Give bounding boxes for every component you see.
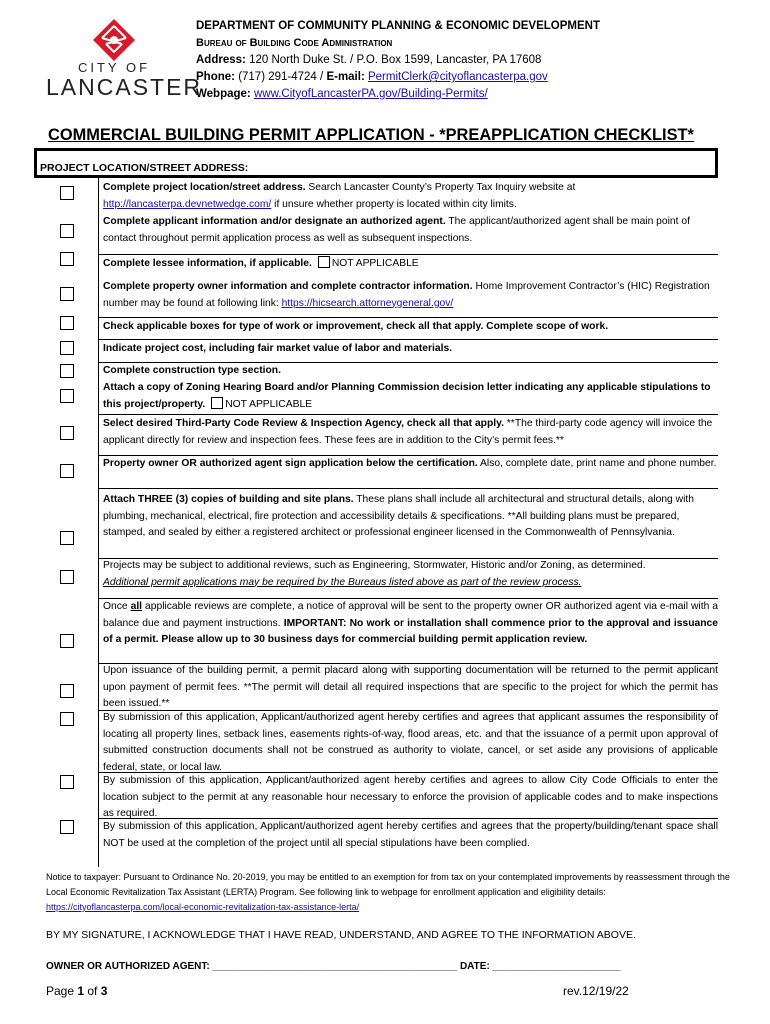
checkbox-construction-type[interactable] [60,364,74,378]
hic-search-link[interactable]: https://hicsearch.attorneygeneral.gov/ [281,297,454,309]
row-divider [98,488,718,489]
address-label: Address: [196,54,246,66]
checklist-item: Projects may be subject to additional reviews, such as Engineering, Stormwater, Historic and/or Zoning, as determined. Additional permit applications may be required by the Bureaus listed above as part of the review process. [103,560,646,588]
acknowledge-statement: BY MY SIGNATURE, I ACKNOWLEDGE THAT I HAVE READ, UNDERSTAND, AND AGREE TO THE INFORMATION ABOVE. [46,929,636,941]
lessee-na-checkbox[interactable] [318,256,330,268]
checkbox-certify-use[interactable] [60,820,74,834]
checkbox-placard[interactable] [60,684,74,698]
checkbox-third-party[interactable] [60,426,74,440]
header [196,18,756,103]
checklist-item: Once all applicable reviews are complete, a notice of approval will be sent to the property owner OR authorized agent via e-mail with a balance due and payment instructions. IMPORTANT: No work or installation shall commence prior to the approval and issuance of a permit. Please allow up to 30 business days for commercial building permit application review. [103,601,719,645]
checklist-item: Select desired Third-Party Code Review & Inspection Agency, check all that apply. **The third-party code agency will invoice the applicant directly for review and inspection fees. These fees are in addition to the City’s permit fees.** [103,418,713,446]
row-divider [98,414,718,415]
checklist-item: Complete applicant information and/or designate an authorized agent. The applicant/authorized agent shall be main point of contact throughout permit application process as well as subsequent inspections. [103,216,690,244]
webpage-link[interactable]: www.CityofLancasterPA.gov/Building-Permits/ [253,88,488,100]
phone-value: (717) 291-4724 / [238,71,324,83]
zoning-na-checkbox[interactable] [211,397,223,409]
taxpayer-notice: Notice to taxpayer: Pursuant to Ordinance No. 20-2019, you may be entitled to an exemption for from tax on your contemplated improvements by reassessment through the Local Economic Revitalization Tax Assistant (LERTA) Program. See following link to webpage for enrollment application and eligibility details: https://cityoflancasterpa.com/local-economic-revitalization-tax-assistance-lerta/ [46,872,730,912]
checklist-item: Complete project location/street address. Search Lancaster County’s Property Tax Inquiry website at http://lancasterpa.devnetwedge.com/ if unsure whether property is located within city limits. [103,182,576,210]
row-divider [98,339,718,340]
checklist-item: Indicate project cost, including fair market value of labor and materials. [103,343,453,354]
lerta-link[interactable]: https://cityoflancasterpa.com/local-economic-revitalization-tax-assistance-lerta/ [46,902,360,912]
checkbox-project-cost[interactable] [60,341,74,355]
city-logo-icon [92,18,136,62]
checkbox-lessee[interactable] [60,252,74,266]
checkbox-zoning[interactable] [60,389,74,403]
department-title: DEPARTMENT OF COMMUNITY PLANNING & ECONOMIC DEVELOPMENT [196,20,600,32]
checklist-item: Upon issuance of the building permit, a permit placard along with supporting documentation will be returned to the permit applicant upon payment of permit fees. **The permit will detail all required inspections that are specific to the project for which the permit has been issued.** [103,665,718,709]
checklist-item: Attach a copy of Zoning Hearing Board and/or Planning Commission decision letter indicating any applicable stipulations to this project/property. NOT APPLICABLE [103,382,711,410]
checklist-item: Complete lessee information, if applicable. NOT APPLICABLE [103,258,419,269]
email-link[interactable]: PermitClerk@cityoflancasterpa.gov [367,71,548,83]
checkbox-owner-contractor[interactable] [60,287,74,301]
checklist-item: Complete construction type section. [103,365,281,376]
tax-inquiry-link[interactable]: http://lancasterpa.devnetwedge.com/ [103,198,272,210]
checkbox-location[interactable] [60,186,74,200]
checklist-item: Check applicable boxes for type of work or improvement, check all that apply. Complete scope of work. [103,321,609,332]
checkbox-reviews[interactable] [60,570,74,584]
bureau-title: Bureau of Building Code Administration [196,37,393,49]
page-number: Page 1 of 3 [46,984,108,998]
checkbox-approval[interactable] [60,634,74,648]
checkbox-work-type[interactable] [60,316,74,330]
checkbox-plans[interactable] [60,531,74,545]
checklist-item: By submission of this application, Applicant/authorized agent hereby certifies and agrees that the property/building/tenant space shall NOT be used at the completion of the project until all special stipulations have been complied. [103,821,718,849]
checkbox-certify-lines[interactable] [60,712,74,726]
checklist-item: Property owner OR authorized agent sign application below the certification. Also, complete date, print name and phone number. [103,458,717,469]
page-title: COMMERCIAL BUILDING PERMIT APPLICATION - *PREAPPLICATION CHECKLIST* [48,126,694,144]
revision-date: rev.12/19/22 [563,984,629,998]
location-label: PROJECT LOCATION/STREET ADDRESS: [40,162,249,174]
owner-signature-line[interactable]: OWNER OR AUTHORIZED AGENT: ____________________________________________ DATE: _______________________ [46,961,621,972]
logo-line1: CITY OF [77,60,151,75]
checklist-item: Complete property owner information and complete contractor information. Home Improvement Contractor’s (HIC) Registration number may be found at following link: https://hicsearch.attorneygeneral.gov/ [103,281,710,309]
row-divider [98,254,718,255]
logo-line2: LANCASTER [46,74,203,100]
checklist-divider [98,178,99,867]
address-value: 120 North Duke St. / P.O. Box 1599, Lancaster, PA 17608 [249,54,542,66]
checkbox-sign[interactable] [60,464,74,478]
phone-label: Phone: [196,71,235,83]
checklist-item: By submission of this application, Applicant/authorized agent hereby certifies and agrees that applicant assumes the responsibility of locating all property lines, setback lines, easements rights-of-way, flood areas, etc. and that the issuance of a permit upon approval of submitted construction documents shall not be construed as authority to violate, cancel, or set aside any provisions of applicable federal, state, or local law. [103,712,718,773]
webpage-label: Webpage: [196,88,251,100]
email-label: E-mail: [326,71,365,83]
checklist-item: Attach THREE (3) copies of building and site plans. These plans shall include all architectural and structural details, along with plumbing, mechanical, electrical, fire protection and accessibility details & specifications. **All building plans must be prepared, stamped, and sealed by either a registered architect or professional engineer licensed in the Commonwealth of Pennsylvania. [103,494,694,538]
checklist-item: By submission of this application, Applicant/authorized agent hereby certifies and agrees to allow City Code Officials to enter the location subject to the permit at any reasonable hour necessary to enforce the provision of applicable codes and to make inspections as required. [103,775,718,819]
checkbox-certify-access[interactable] [60,775,74,789]
row-divider [98,317,718,318]
checkbox-applicant[interactable] [60,224,74,238]
